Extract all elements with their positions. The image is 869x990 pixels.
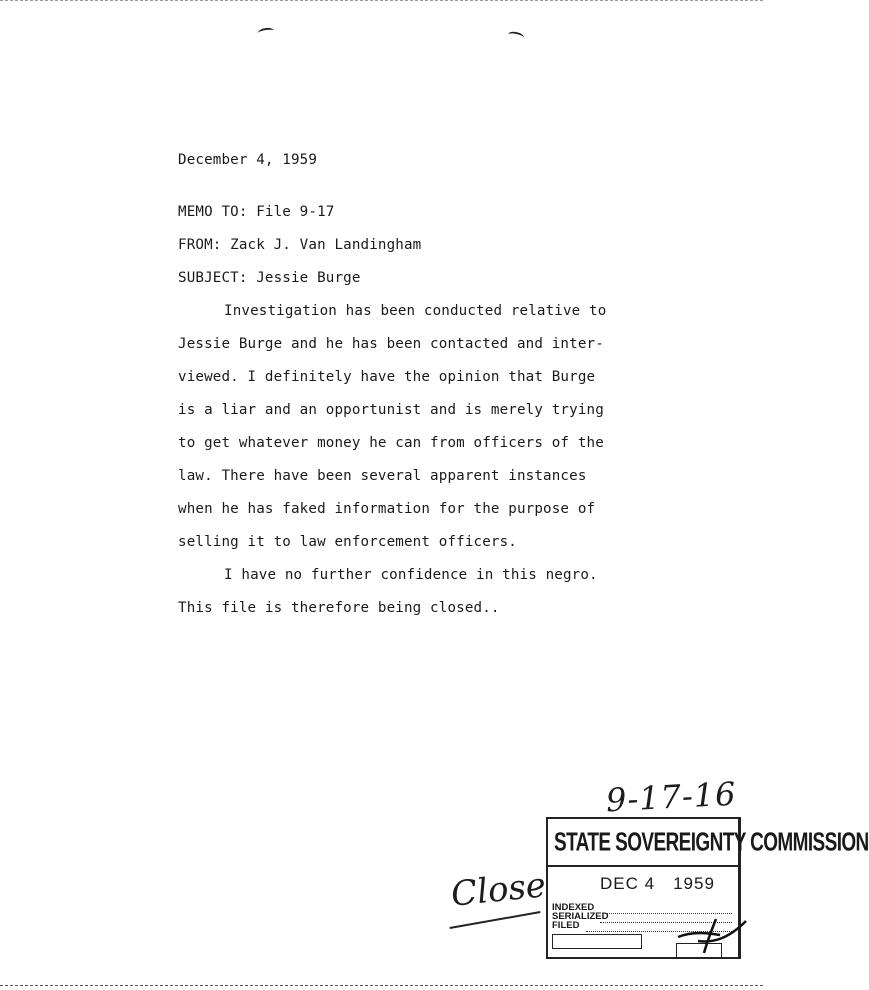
stamp-date bbox=[600, 874, 715, 894]
bottom-edge-line bbox=[0, 985, 763, 986]
stamp-label-serialized: SERIALIZED bbox=[552, 911, 609, 922]
body-line: when he has faked information for the purpose of bbox=[178, 501, 596, 517]
body-line: is a liar and an opportunist and is merely trying bbox=[178, 402, 604, 418]
stamp-label-filed: FILED bbox=[552, 920, 580, 931]
body-line: I have no further confidence in this negro. bbox=[224, 567, 598, 583]
body-line: Jessie Burge and he has been contacted and inter- bbox=[178, 336, 604, 352]
stamp-label-indexed: INDEXED bbox=[552, 902, 595, 913]
received-stamp bbox=[546, 817, 869, 959]
staple-mark-right bbox=[507, 30, 524, 41]
stamp-field-line bbox=[602, 913, 732, 914]
body-line: law. There have been several apparent instances bbox=[178, 468, 587, 484]
body-line: viewed. I definitely have the opinion that Burge bbox=[178, 369, 596, 385]
body-line: This file is therefore being closed.. bbox=[178, 600, 500, 616]
memo-from-line: FROM: Zack J. Van Landingham bbox=[178, 237, 422, 253]
memo-subject-line: SUBJECT: Jessie Burge bbox=[178, 270, 361, 286]
body-line: selling it to law enforcement officers. bbox=[178, 534, 517, 550]
handwritten-file-number: 9-17-16 bbox=[605, 774, 738, 820]
memo-date: December 4, 1959 bbox=[178, 152, 318, 168]
handwritten-close-note: Close bbox=[449, 865, 548, 915]
stamp-date-month-day: DEC 4 bbox=[600, 874, 656, 893]
stamp-date-year: 1959 bbox=[673, 874, 715, 893]
stamp-box bbox=[552, 934, 642, 949]
body-line: to get whatever money he can from officers of the bbox=[178, 435, 604, 451]
stamp-divider bbox=[548, 865, 738, 867]
memo-to-line: MEMO TO: File 9-17 bbox=[178, 204, 335, 220]
top-edge-line bbox=[0, 0, 763, 1]
stamp-labels bbox=[552, 903, 608, 930]
handwritten-scrawl-icon bbox=[668, 915, 748, 955]
body-line: Investigation has been conducted relative to bbox=[224, 303, 607, 319]
staple-mark-left bbox=[258, 27, 275, 37]
stamp-title: STATE SOVEREIGNTY COMMISSION bbox=[554, 829, 869, 858]
